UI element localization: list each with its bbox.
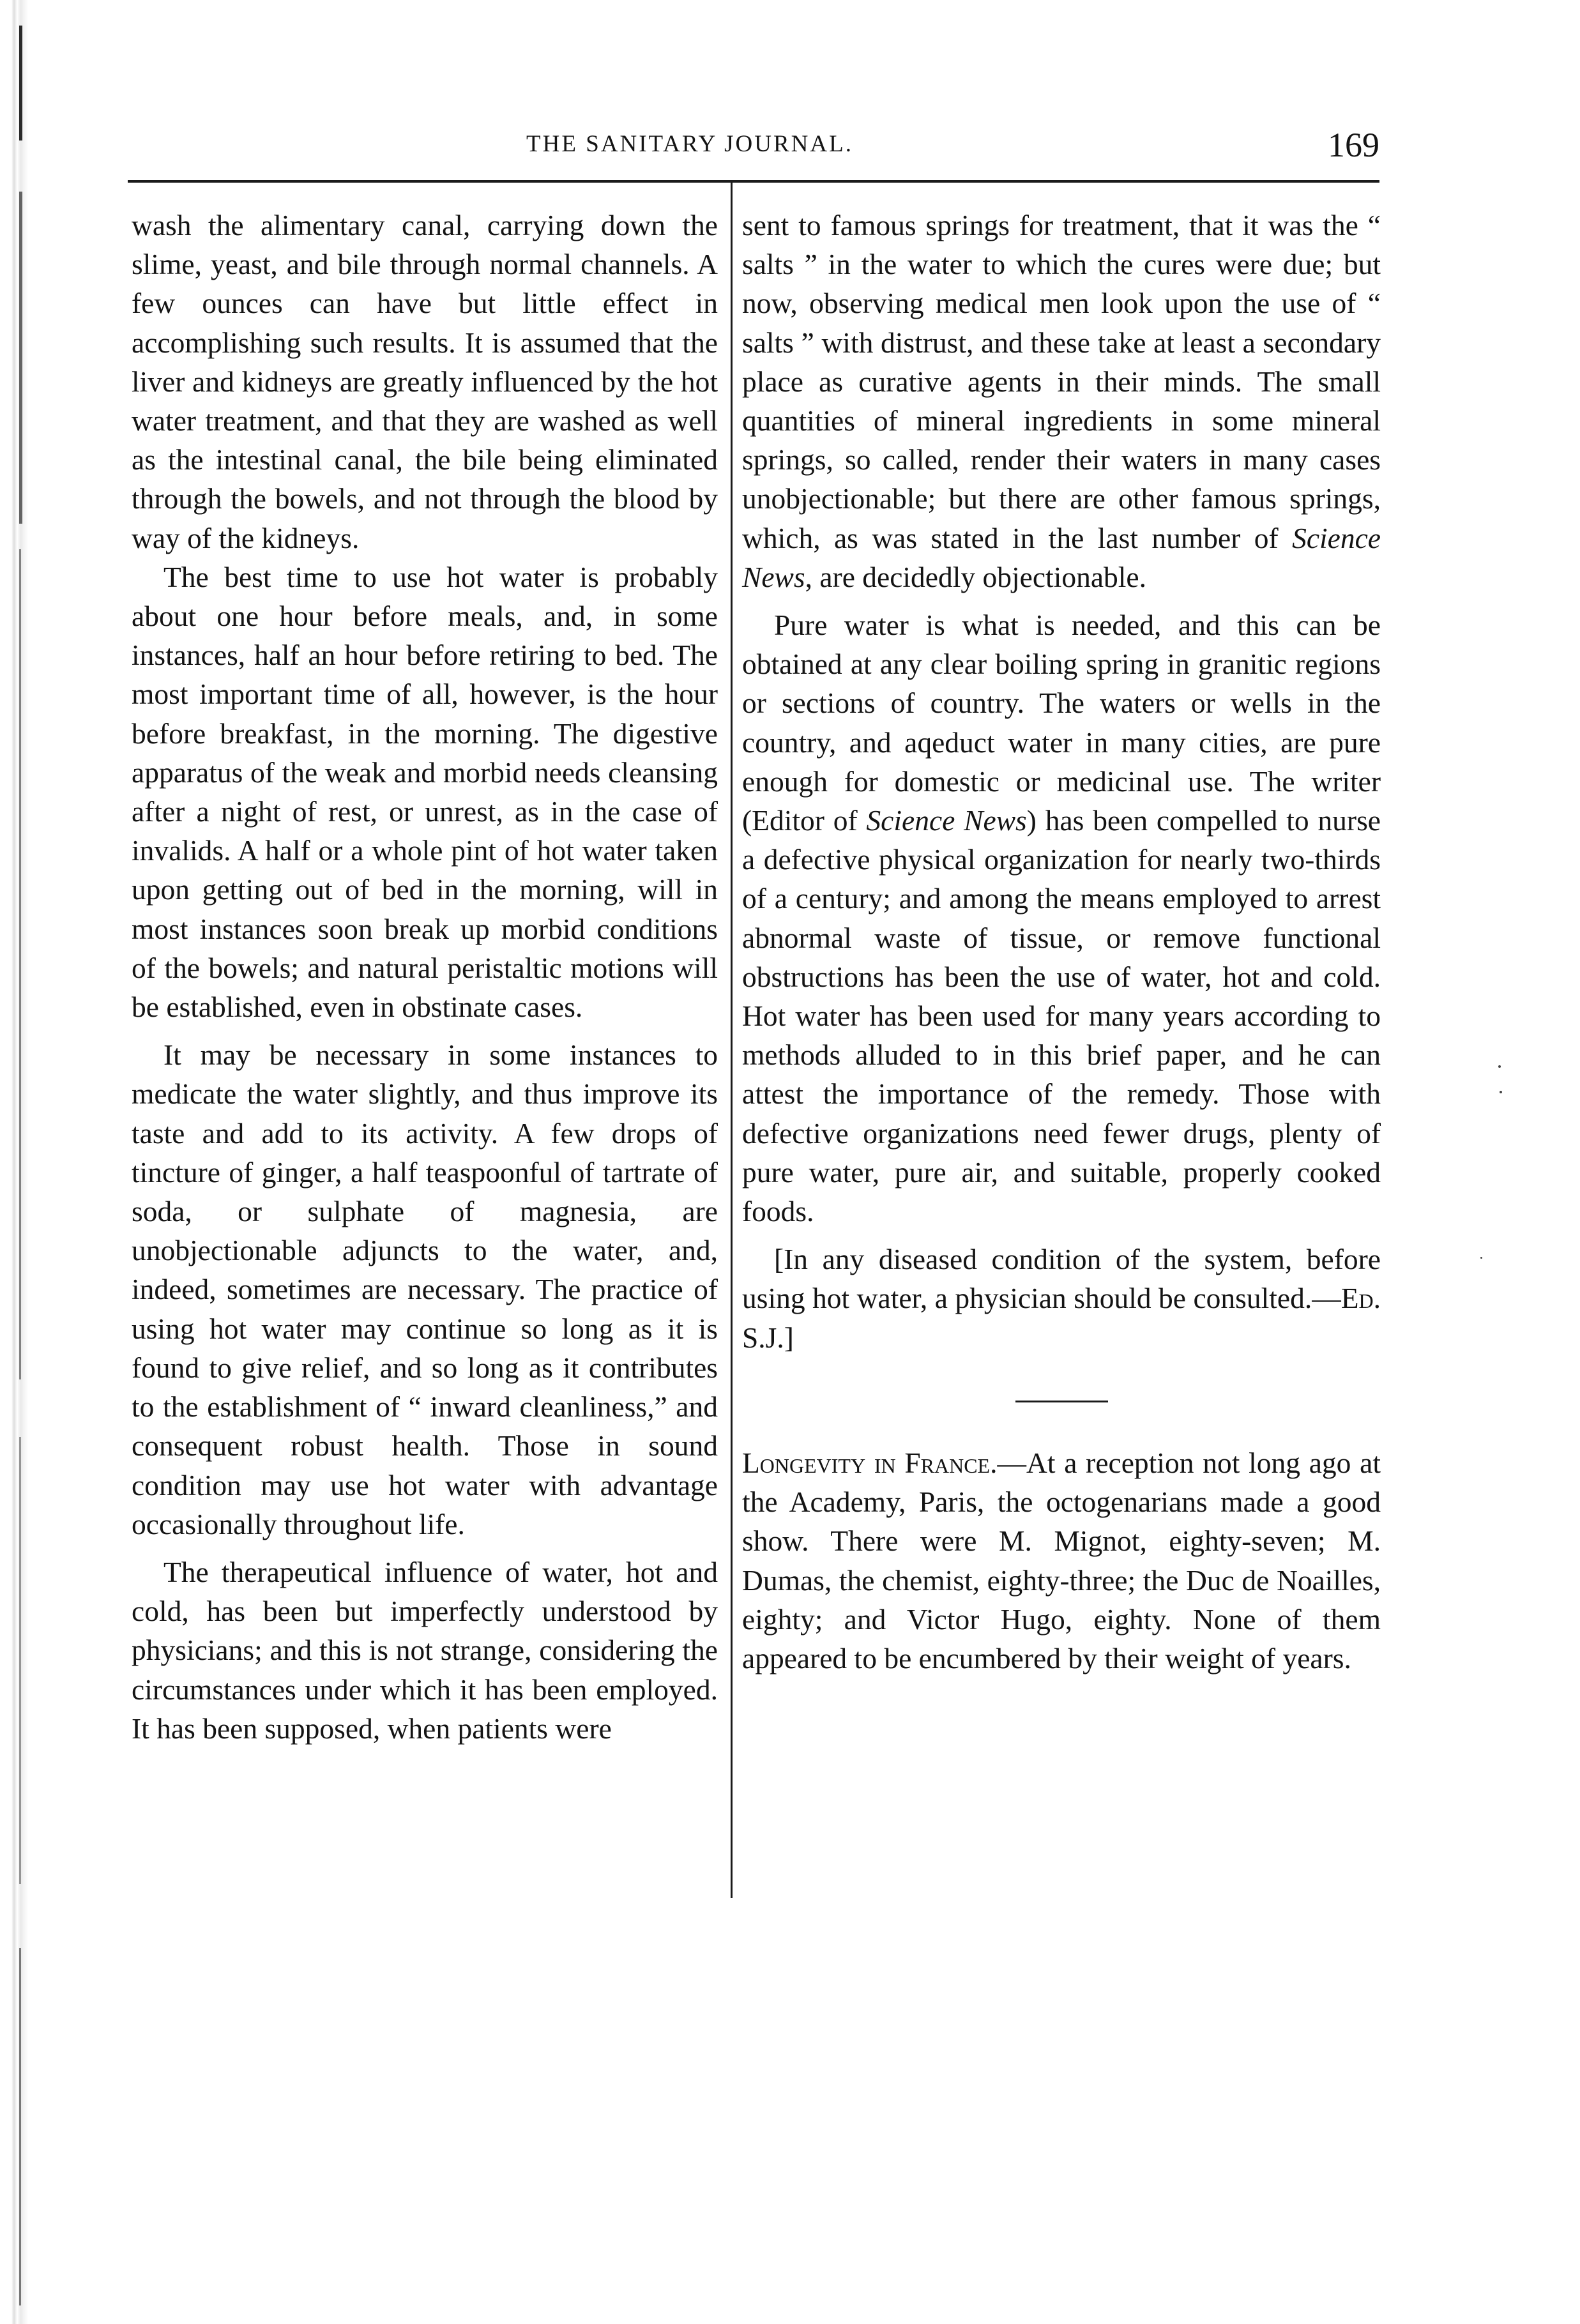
scan-speck xyxy=(1500,1091,1502,1093)
publication-title: Science News xyxy=(866,804,1027,837)
paragraph-text: —At a reception not long ago at the Academy, Paris, the octogenarians made a good show. There were M. Mignot, eighty-seven; M. Dumas, the chemist, eighty-three; the Duc de Noailles, eighty; and Victor Hugo, eighty. None of them appeared to be encumbered by their weight of years. xyxy=(742,1446,1381,1675)
paragraph xyxy=(742,605,1381,1231)
paragraph: wash the alimentary canal, carrying down the slime, yeast, and bile through normal channels. A few ounces can have but little effect in accomplishing such results. It is assumed that the liver and kidneys are greatly influenced by the hot water treatment, and that they are washed as well as the intestinal canal, the bile being eliminated through the bowels, and not through the blood by way of the kidneys. xyxy=(132,209,718,554)
section-heading: Longevity in France. xyxy=(742,1446,998,1479)
publication-title: Science News xyxy=(742,521,1381,593)
header-rule xyxy=(128,180,1379,183)
paragraph-text: [In any diseased condition of the system, before using hot water, a physician should be consulted.— xyxy=(742,1243,1381,1315)
paragraph-text: , are decidedly objectionable. xyxy=(805,560,1146,593)
section-divider xyxy=(1015,1401,1108,1402)
editor-note xyxy=(742,1240,1381,1357)
column-divider xyxy=(731,183,733,1898)
scan-speck xyxy=(1480,1257,1482,1259)
paragraph-text: S.J.] xyxy=(742,1321,794,1354)
paragraph: It may be necessary in some instances to medicate the water slightly, and thus improve its taste and add to its activity. A few drops of tincture of ginger, a half teaspoonful of tartrate of soda, or sulphate of magnesia, are unobjectionable adjuncts to the water, and, indeed, sometimes are necessary. The practice of using hot water may continue so long as it is found to give relief, and so long as it contributes to the establishment of “ inward cleanliness,” and consequent robust health. Those in sound condition may use hot water with advantage occasionally throughout life. xyxy=(132,1038,718,1540)
paragraph: The therapeutical influence of water, hot and cold, has been but imperfectly understood by physicians; and this is not strange, considering the circumstances under which it has been employed. It has been supposed, when patients were xyxy=(132,1555,718,1745)
left-column xyxy=(132,206,718,1748)
paragraph-text: sent to famous springs for treatment, that it was the “ salts ” in the water to which the cures were due; but now, observing medical men look upon the use of “ salts ” with distrust, and these take at least a secondary place as curative agents in their minds. The small quantities of mineral ingredients in some mineral springs, so called, render their waters in many cases unobjectionable; but there are other famous springs, which, as was stated in the last number of xyxy=(742,209,1381,554)
running-head xyxy=(128,125,1379,170)
paragraph xyxy=(742,206,1381,596)
page-number: 169 xyxy=(1328,126,1379,164)
binding-mark xyxy=(19,1948,21,2305)
running-title: THE SANITARY JOURNAL. xyxy=(526,131,853,157)
editor-abbrev: Ed. xyxy=(1341,1282,1381,1315)
binding-mark xyxy=(19,549,21,1379)
binding-mark xyxy=(19,192,22,524)
paragraph xyxy=(742,1443,1381,1678)
paragraph-text: ) has been compelled to nurse a defective physical organization for nearly two-thirds of a century; and among the means employed to arrest abnormal waste of tissue, or remove functional obstructions has been the use of water, hot and cold. Hot water has been used for many years according to methods alluded to in this brief paper, and he can attest the importance of the remedy. Those with defective organizations need fewer drugs, plenty of pure water, pure air, and suitable, properly cooked foods. xyxy=(742,804,1381,1228)
binding-mark xyxy=(19,26,22,141)
binding-mark xyxy=(19,1437,21,1884)
paragraph-text: Pure water is what is needed, and this can be obtained at any clear boiling spring in granitic regions or sections of country. The waters or wells in the country, and aqeduct water in many cities, are pure enough for domestic or medicinal use. The writer (Editor of xyxy=(742,609,1381,837)
right-column xyxy=(742,206,1381,1678)
scan-speck xyxy=(1498,1065,1501,1068)
paragraph: The best time to use hot water is probably about one hour before meals, and, in some instances, half an hour before retiring to bed. The most important time of all, however, is the hour before breakfast, in the morning. The digestive apparatus of the weak and morbid needs cleansing after a night of rest, or unrest, as in the case of invalids. A half or a whole pint of hot water taken upon getting out of bed in the morning, will in most instances soon break up morbid conditions of the bowels; and natural peristaltic motions will be established, even in obstinate cases. xyxy=(132,560,718,1024)
